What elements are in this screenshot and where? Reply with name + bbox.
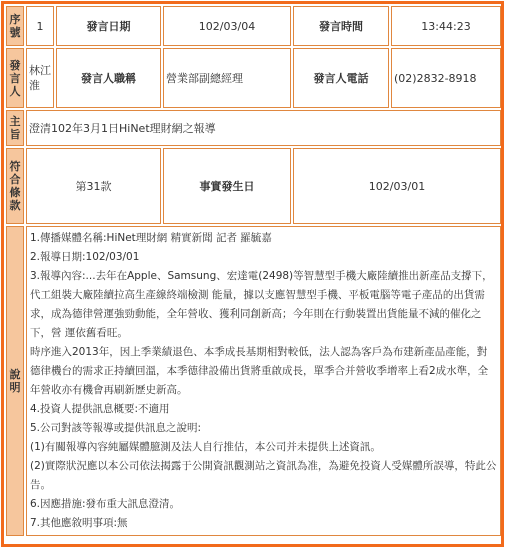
- desc-line-10: 7.其他應敘明事項:無: [30, 517, 128, 529]
- speaker-title-label: 發言人職稱: [56, 48, 161, 108]
- subject-value: 澄清102年3月1日HiNet理財網之報導: [26, 110, 501, 146]
- date-label: 發言日期: [56, 6, 161, 46]
- speaker-phone-value: (02)2832-8918: [391, 48, 501, 108]
- date-value: 102/03/04: [163, 6, 291, 46]
- event-date-label: 事實發生日: [163, 148, 291, 224]
- announcement-table: [4, 4, 503, 538]
- clause-value: 第31款: [26, 148, 161, 224]
- event-date-value: 102/03/01: [293, 148, 501, 224]
- speaker-label: 發言人: [6, 48, 24, 108]
- desc-line-9: 6.因應措施:發布重大訊息澄清。: [30, 498, 181, 510]
- desc-line-7: (1)有關報導內容純屬媒體臆測及法人自行推估，本公司并未提供上述資訊。: [30, 441, 381, 453]
- desc-line-8: (2)實際狀況應以本公司依法揭露于公開資訊觀測站之資訊為准，為避免投資人受媒體所誤導，特此公告。: [30, 460, 497, 491]
- desc-line-4: 時序進入2013年，因上季業績退色、本季成長基期相對較低，法人認為客戶為布建新產品產能，對德律機台的需求正持續回溫，本季德律設備出貨將重啟成長，單季合并營收季增率上看2成水準，全年營收亦有機會再刷新歷史新高。: [30, 346, 489, 396]
- speaker-phone-label: 發言人電話: [293, 48, 389, 108]
- announcement-frame: [1, 1, 504, 547]
- row-description: [6, 226, 501, 536]
- desc-body: [26, 226, 501, 536]
- row-speaker: [6, 48, 501, 108]
- desc-line-5: 4.投資人提供訊息概要:不適用: [30, 403, 170, 415]
- speaker-value: 林江淮: [26, 48, 54, 108]
- speaker-title-value: 營業部副總經理: [163, 48, 291, 108]
- desc-line-2: 2.報導日期:102/03/01: [30, 251, 140, 263]
- row-sequence: [6, 6, 501, 46]
- desc-line-6: 5.公司對該等報導或提供訊息之說明:: [30, 422, 202, 434]
- seq-value: 1: [26, 6, 54, 46]
- row-subject: [6, 110, 501, 146]
- time-label: 發言時間: [293, 6, 389, 46]
- seq-label: 序號: [6, 6, 24, 46]
- row-clause: [6, 148, 501, 224]
- desc-line-1: 1.傳播媒體名稱:HiNet理財網 精實新聞 記者 羅毓嘉: [30, 232, 272, 244]
- desc-label: 說明: [6, 226, 24, 536]
- time-value: 13:44:23: [391, 6, 501, 46]
- clause-label: 符合條款: [6, 148, 24, 224]
- desc-line-3: 3.報導內容:...去年在Apple、Samsung、宏達電(2498)等智慧型手機大廠陸續推出新產品支撐下，代工組裝大廠陸續拉高生產線終端檢測 能量，據以支應智慧型手機、平板電腦等電子產品的出貨需求，成為德律營運強勁動能，全年營收、獲利同創新高；今年則在行動裝置出貨能量不減的催化之下，營 運依舊看旺。: [30, 270, 493, 339]
- subject-label: 主旨: [6, 110, 24, 146]
